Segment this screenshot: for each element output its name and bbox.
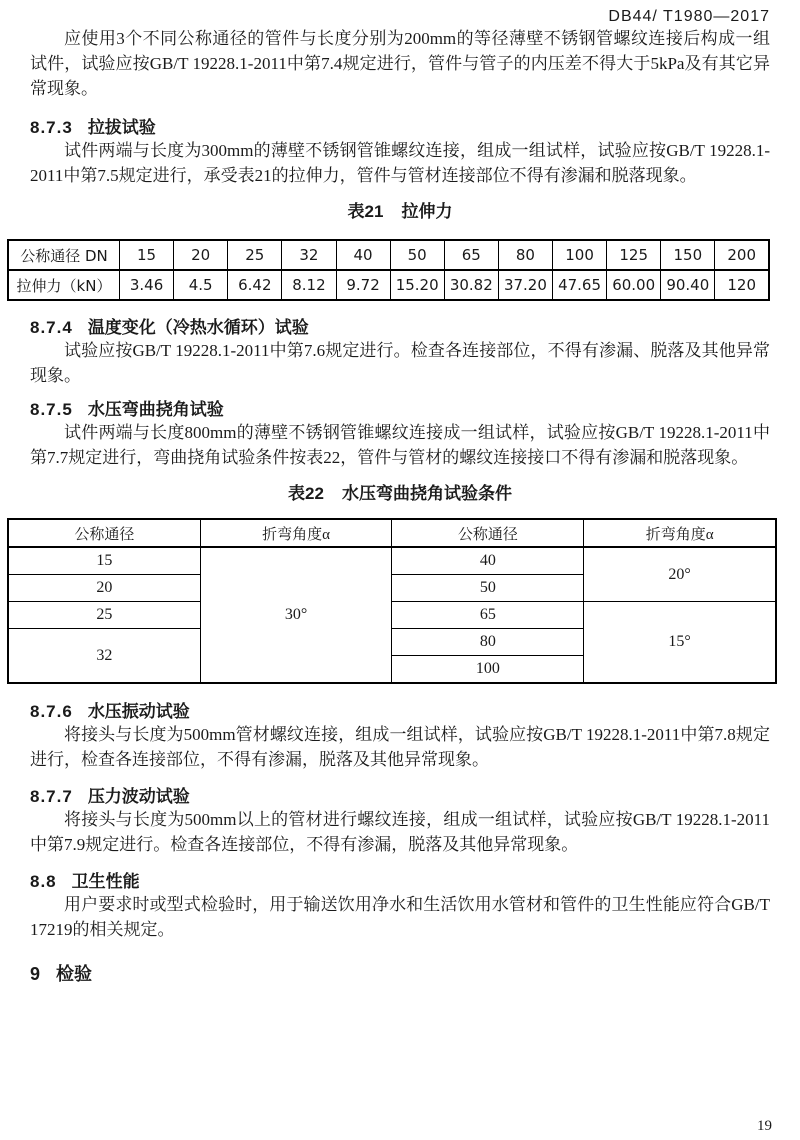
t21-force-7: 37.20 bbox=[498, 270, 552, 300]
t21-dn-4: 40 bbox=[336, 240, 390, 270]
standard-code-header: DB44/ T1980—2017 bbox=[608, 8, 770, 25]
section-heading-8-7-4 bbox=[30, 318, 770, 338]
table21-caption-number: 表21 bbox=[347, 202, 384, 221]
section-number: 8.7.4 bbox=[30, 318, 73, 337]
section-heading-8-8 bbox=[30, 872, 770, 892]
paragraph-8-8: 用户要求时或型式检验时，用于输送饮用净水和生活饮用水管材和管件的卫生性能应符合GB/T 17219的相关规定。 bbox=[30, 895, 770, 939]
t22-header-0: 公称通径 bbox=[8, 519, 200, 547]
table21-caption-title: 拉伸力 bbox=[401, 202, 453, 221]
paragraph-8-7-6: 将接头与长度为500mm管材螺纹连接，组成一组试样，试验应按GB/T 19228.1-2011中第7.8规定进行，检查各连接部位，不得有渗漏，脱落及其他异常现象。 bbox=[30, 725, 770, 769]
section-heading-8-7-6 bbox=[30, 702, 770, 722]
section-number: 8.7.6 bbox=[30, 702, 73, 721]
section-heading-8-7-7 bbox=[30, 787, 770, 807]
section-title: 检验 bbox=[56, 964, 93, 984]
t22-header-1: 折弯角度α bbox=[200, 519, 392, 547]
table-row bbox=[8, 270, 769, 300]
t22-left-dn-1: 20 bbox=[8, 575, 200, 602]
section-title: 拉拔试验 bbox=[87, 118, 156, 137]
section-title: 压力波动试验 bbox=[87, 787, 190, 806]
t21-force-4: 9.72 bbox=[336, 270, 390, 300]
t21-dn-2: 25 bbox=[228, 240, 282, 270]
t21-force-0: 3.46 bbox=[120, 270, 174, 300]
t22-left-dn-3: 32 bbox=[8, 629, 200, 684]
t22-right-dn-3: 80 bbox=[392, 629, 584, 656]
t21-dn-10: 150 bbox=[661, 240, 715, 270]
section-title: 水压振动试验 bbox=[87, 702, 190, 721]
table-row bbox=[8, 547, 776, 575]
section-title: 卫生性能 bbox=[71, 872, 140, 891]
t22-header-3: 折弯角度α bbox=[584, 519, 776, 547]
t21-dn-6: 65 bbox=[444, 240, 498, 270]
section-title: 水压弯曲挠角试验 bbox=[87, 400, 224, 419]
t21-dn-8: 100 bbox=[553, 240, 607, 270]
section-title: 温度变化（冷热水循环）试验 bbox=[87, 318, 309, 337]
table-row bbox=[8, 602, 776, 629]
t21-force-2: 6.42 bbox=[228, 270, 282, 300]
page-number: 19 bbox=[757, 1118, 772, 1134]
t21-header-force: 拉伸力（kN） bbox=[8, 270, 120, 300]
t22-right-dn-1: 50 bbox=[392, 575, 584, 602]
intro-paragraph: 应使用3个不同公称通径的管件与长度分别为200mm的等径薄壁不锈钢管螺纹连接后构成一组试件，试验应按GB/T 19228.1-2011中第7.4规定进行，管件与管子的内压差不得大于5kPa及有其它异常现象。 bbox=[30, 29, 770, 98]
table21-caption bbox=[30, 202, 770, 222]
section-number: 9 bbox=[30, 964, 42, 984]
t21-force-3: 8.12 bbox=[282, 270, 336, 300]
t21-dn-1: 20 bbox=[174, 240, 228, 270]
t21-force-11: 120 bbox=[715, 270, 769, 300]
t22-left-dn-0: 15 bbox=[8, 547, 200, 575]
t21-dn-9: 125 bbox=[607, 240, 661, 270]
t21-force-5: 15.20 bbox=[390, 270, 444, 300]
t22-left-dn-2: 25 bbox=[8, 602, 200, 629]
section-heading-8-7-5 bbox=[30, 400, 770, 420]
table-21-tensile-force bbox=[7, 239, 770, 301]
table-row bbox=[8, 240, 769, 270]
section-heading-8-7-3 bbox=[30, 118, 770, 138]
t21-force-10: 90.40 bbox=[661, 270, 715, 300]
t22-header-2: 公称通径 bbox=[392, 519, 584, 547]
t22-right-angle-15: 15° bbox=[584, 602, 776, 684]
t21-dn-11: 200 bbox=[715, 240, 769, 270]
paragraph-8-7-4: 试验应按GB/T 19228.1-2011中第7.6规定进行。检查各连接部位，不得有渗漏、脱落及其他异常现象。 bbox=[30, 341, 770, 385]
paragraph-8-7-7: 将接头与长度为500mm以上的管材进行螺纹连接，组成一组试样，试验应按GB/T 19228.1-2011中第7.9规定进行。检查各连接部位，不得有渗漏，脱落及其他异常现象。 bbox=[30, 810, 770, 854]
t22-right-dn-2: 65 bbox=[392, 602, 584, 629]
t21-dn-3: 32 bbox=[282, 240, 336, 270]
t21-header-dn: 公称通径 DN bbox=[8, 240, 120, 270]
section-number: 8.8 bbox=[30, 872, 57, 891]
paragraph-8-7-3: 试件两端与长度为300mm的薄壁不锈钢管锥螺纹连接，组成一组试样，试验应按GB/T 19228.1-2011中第7.5规定进行，承受表21的拉伸力，管件与管材连接部位不得有渗漏和脱落现象。 bbox=[30, 141, 770, 185]
t22-right-dn-4: 100 bbox=[392, 656, 584, 684]
section-number: 8.7.5 bbox=[30, 400, 73, 419]
table22-caption bbox=[30, 484, 770, 504]
t21-force-1: 4.5 bbox=[174, 270, 228, 300]
t21-dn-7: 80 bbox=[498, 240, 552, 270]
section-number: 8.7.3 bbox=[30, 118, 73, 137]
table22-caption-number: 表22 bbox=[288, 484, 324, 503]
table-22-bend-angle-conditions bbox=[7, 518, 777, 684]
t21-force-6: 30.82 bbox=[444, 270, 498, 300]
t22-left-angle: 30° bbox=[200, 547, 392, 683]
t21-force-9: 60.00 bbox=[607, 270, 661, 300]
t22-right-dn-0: 40 bbox=[392, 547, 584, 575]
t21-force-8: 47.65 bbox=[553, 270, 607, 300]
t21-dn-0: 15 bbox=[120, 240, 174, 270]
table22-caption-title: 水压弯曲挠角试验条件 bbox=[341, 484, 512, 503]
section-heading-9 bbox=[30, 964, 770, 984]
paragraph-8-7-5: 试件两端与长度800mm的薄壁不锈钢管锥螺纹连接成一组试样，试验应按GB/T 19228.1-2011中第7.7规定进行，弯曲挠角试验条件按表22，管件与管材的螺纹连接接口不得有渗漏和脱落现象。 bbox=[30, 423, 770, 467]
section-number: 8.7.7 bbox=[30, 787, 73, 806]
table-header-row bbox=[8, 519, 776, 547]
t22-right-angle-20: 20° bbox=[584, 547, 776, 602]
t21-dn-5: 50 bbox=[390, 240, 444, 270]
